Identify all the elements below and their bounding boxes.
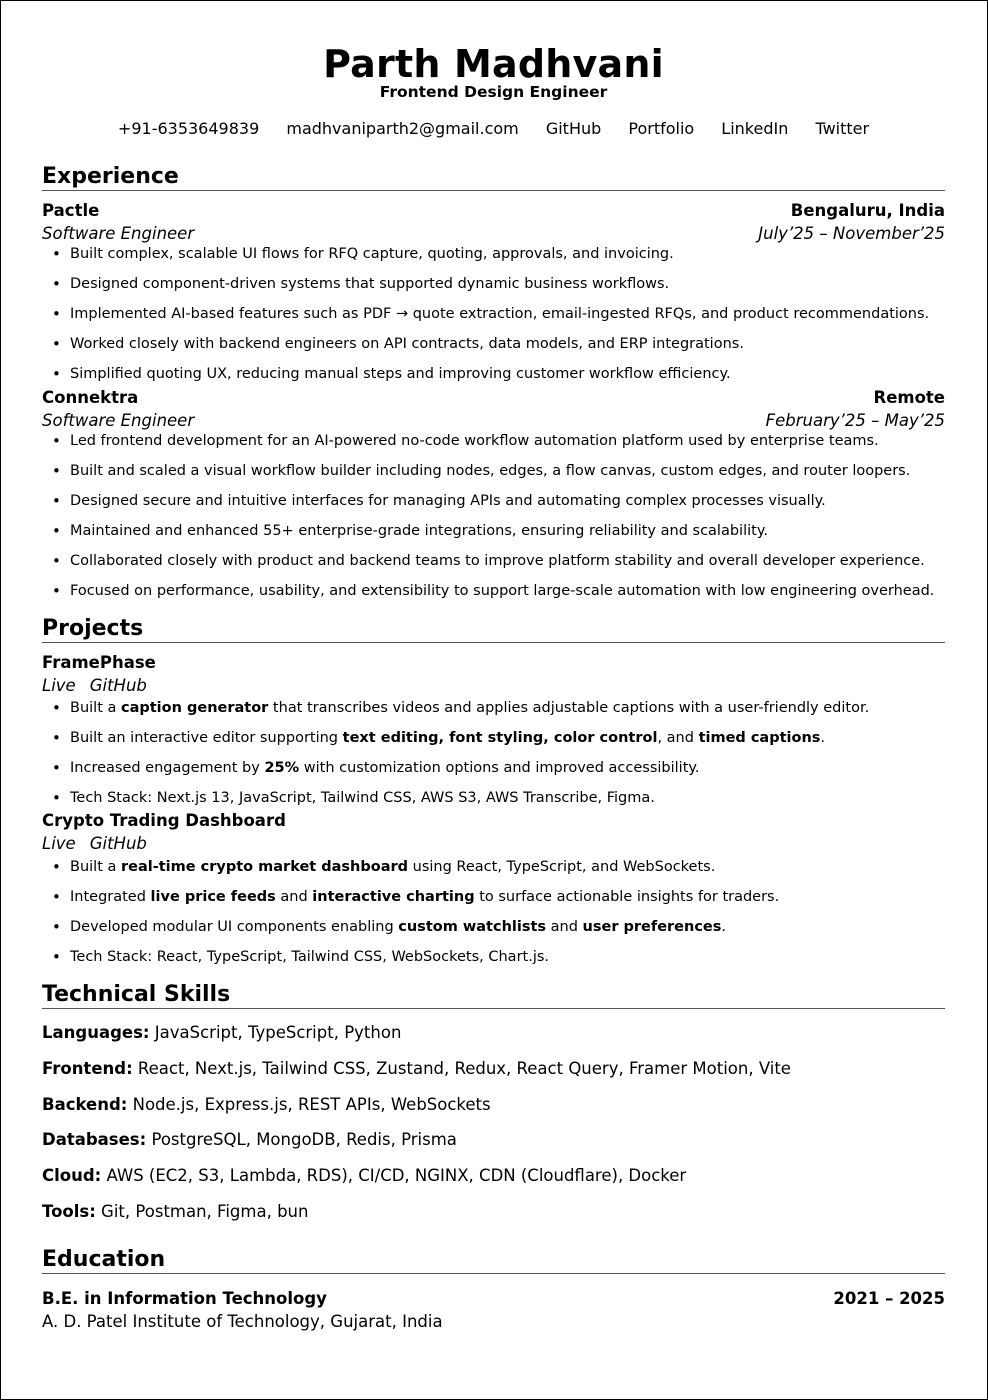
project-header — [42, 810, 945, 832]
list-item: • Built and scaled a visual workflow builder including nodes, edges, a flow canvas, custom edges, and router loopers. — [42, 461, 945, 491]
project-links — [42, 675, 945, 697]
twitter-link[interactable]: Twitter — [815, 119, 870, 138]
text-segment: . — [721, 919, 727, 935]
text-segment: Increased engagement by — [70, 760, 265, 776]
text-segment: Built a — [70, 700, 121, 716]
text-segment: and — [546, 919, 583, 935]
job-position: Software Engineer — [42, 224, 195, 243]
education-heading: Education — [42, 1247, 945, 1274]
job-location: Bengaluru, India — [790, 201, 945, 220]
job-header — [42, 387, 945, 409]
list-item — [42, 758, 945, 788]
list-item: • Maintained and enhanced 55+ enterprise-grade integrations, ensuring reliability and scalability. — [42, 521, 945, 551]
bold-text: custom watchlists — [398, 919, 547, 935]
skill-label: Databases: — [42, 1130, 147, 1149]
project-header — [42, 652, 945, 674]
job-location: Remote — [873, 388, 945, 407]
job-header — [42, 200, 945, 222]
experience-heading: Experience — [42, 164, 945, 191]
job-subheader — [42, 410, 945, 432]
project-name: Crypto Trading Dashboard — [42, 811, 286, 830]
text-segment: Developed modular UI components enabling — [70, 919, 399, 935]
phone-number: +91-6353649839 — [117, 119, 260, 138]
text-segment: Built an interactive editor supporting — [70, 730, 343, 746]
job-bullets — [42, 244, 945, 394]
skill-label: Cloud: — [42, 1166, 102, 1185]
list-item: • Focused on performance, usability, and extensibility to support large-scale automation with low engineering overhead. — [42, 581, 945, 611]
skill-value: AWS (EC2, S3, Lambda, RDS), CI/CD, NGINX, CDN (Cloudflare), Docker — [101, 1166, 687, 1185]
company-name: Pactle — [42, 201, 100, 220]
skill-label: Tools: — [42, 1202, 96, 1221]
degree: B.E. in Information Technology — [42, 1289, 327, 1308]
skill-row — [42, 1165, 945, 1187]
portfolio-link[interactable]: Portfolio — [628, 119, 695, 138]
projects-heading: Projects — [42, 616, 945, 643]
list-item: • Simplified quoting UX, reducing manual steps and improving customer workflow efficiency. — [42, 364, 945, 394]
text-segment: Tech Stack: Next.js 13, JavaScript, Tailwind CSS, AWS S3, AWS Transcribe, Figma. — [70, 790, 655, 806]
text-segment: Tech Stack: React, TypeScript, Tailwind CSS, WebSockets, Chart.js. — [70, 949, 550, 965]
text-segment: Integrated — [70, 889, 151, 905]
project-links — [42, 833, 945, 855]
list-item — [42, 728, 945, 758]
list-item: • Worked closely with backend engineers on API contracts, data models, and ERP integrations. — [42, 334, 945, 364]
list-item: • Collaborated closely with product and backend teams to improve platform stability and overall developer experience. — [42, 551, 945, 581]
list-item — [42, 857, 945, 887]
bold-text: interactive charting — [312, 889, 475, 905]
text-segment: and — [275, 889, 313, 905]
live-link[interactable]: Live — [42, 676, 76, 695]
project-name: FramePhase — [42, 653, 156, 672]
bold-text: real-time crypto market dashboard — [120, 859, 409, 875]
skill-row — [42, 1094, 945, 1116]
bold-text: text editing, font styling, color control — [342, 730, 658, 746]
job-dates: February’25 – May’25 — [765, 411, 945, 430]
text-segment: . — [820, 730, 826, 746]
skill-row — [42, 1129, 945, 1151]
list-item: • Designed secure and intuitive interfaces for managing APIs and automating complex processes visually. — [42, 491, 945, 521]
text-segment: with customization options and improved accessibility. — [299, 760, 700, 776]
email-link[interactable]: madhvaniparth2@gmail.com — [286, 119, 519, 138]
linkedin-link[interactable]: LinkedIn — [721, 119, 789, 138]
skill-label: Frontend: — [42, 1059, 133, 1078]
bold-text: 25% — [264, 760, 300, 776]
text-segment: using React, TypeScript, and WebSockets. — [408, 859, 716, 875]
skill-label: Backend: — [42, 1095, 128, 1114]
skill-value: Git, Postman, Figma, bun — [95, 1202, 309, 1221]
github-link[interactable]: GitHub — [89, 834, 147, 853]
skill-row — [42, 1022, 945, 1044]
bold-text: timed captions — [698, 730, 821, 746]
list-item — [42, 698, 945, 728]
github-link[interactable]: GitHub — [89, 676, 147, 695]
list-item: • Implemented AI-based features such as PDF → quote extraction, email-ingested RFQs, and product recommendations. — [42, 304, 945, 334]
skill-value: Node.js, Express.js, REST APIs, WebSockets — [127, 1095, 491, 1114]
education-header — [42, 1288, 945, 1310]
project-bullets — [42, 698, 945, 818]
skill-row — [42, 1058, 945, 1080]
list-item: • Designed component-driven systems that supported dynamic business workflows. — [42, 274, 945, 304]
list-item — [42, 917, 945, 947]
contact-bar — [42, 118, 945, 140]
skill-value: JavaScript, TypeScript, Python — [149, 1023, 402, 1042]
text-segment: to surface actionable insights for traders. — [474, 889, 780, 905]
skill-label: Languages: — [42, 1023, 150, 1042]
education-years: 2021 – 2025 — [833, 1289, 945, 1308]
list-item — [42, 887, 945, 917]
job-position: Software Engineer — [42, 411, 195, 430]
candidate-role: Frontend Design Engineer — [379, 83, 608, 101]
bold-text: caption generator — [120, 700, 269, 716]
school-row — [42, 1311, 945, 1333]
candidate-name: Parth Madhvani — [323, 42, 664, 86]
company-name: Connektra — [42, 388, 139, 407]
job-subheader — [42, 223, 945, 245]
skill-value: PostgreSQL, MongoDB, Redis, Prisma — [146, 1130, 457, 1149]
skill-value: React, Next.js, Tailwind CSS, Zustand, Redux, React Query, Framer Motion, Vite — [132, 1059, 791, 1078]
bold-text: live price feeds — [150, 889, 276, 905]
text-segment: , and — [657, 730, 699, 746]
list-item — [42, 947, 945, 977]
skill-row — [42, 1201, 945, 1223]
list-item: • Built complex, scalable UI flows for RFQ capture, quoting, approvals, and invoicing. — [42, 244, 945, 274]
job-bullets — [42, 431, 945, 611]
text-segment: Built a — [70, 859, 121, 875]
job-dates: July’25 – November’25 — [758, 224, 945, 243]
project-bullets — [42, 857, 945, 977]
bold-text: user preferences — [582, 919, 722, 935]
school-name: A. D. Patel Institute of Technology, Gujarat, India — [42, 1312, 443, 1331]
skills-heading: Technical Skills — [42, 982, 945, 1009]
list-item: • Led frontend development for an AI-powered no-code workflow automation platform used by enterprise teams. — [42, 431, 945, 461]
github-link[interactable]: GitHub — [545, 119, 602, 138]
live-link[interactable]: Live — [42, 834, 76, 853]
text-segment: that transcribes videos and applies adjustable captions with a user-friendly editor. — [268, 700, 870, 716]
